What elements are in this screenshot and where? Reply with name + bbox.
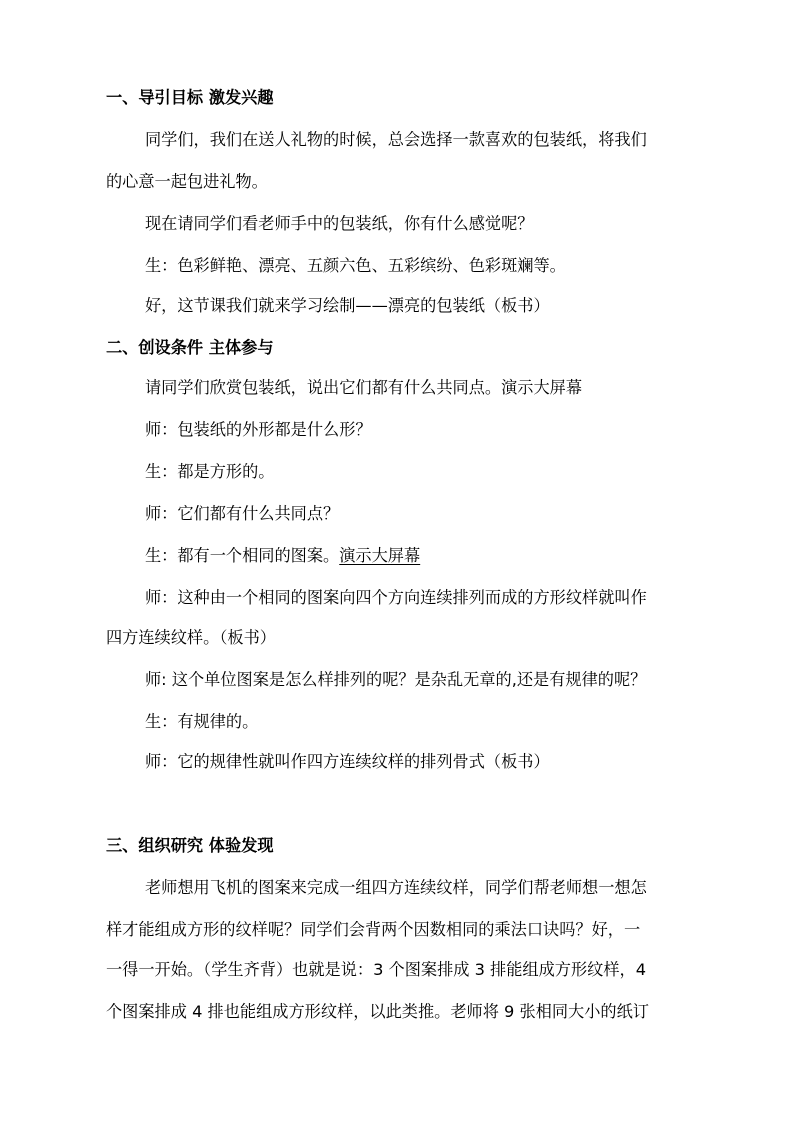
- demo-screen-link[interactable]: 演示大屏幕: [339, 546, 421, 565]
- section-2-paragraph-9: 师：它的规律性就叫作四方连续纹样的排列骨式（板书）: [145, 752, 550, 771]
- section-2-paragraph-1-text: 请同学们欣赏包装纸，说出它们都有什么共同点。: [145, 378, 502, 397]
- section-3-line-1: 老师想用飞机的图案来完成一组四方连续纹样，同学们帮老师想一想怎: [145, 878, 647, 897]
- section-2-paragraph-8: 生：有规律的。: [145, 712, 259, 731]
- section-3-line-4: 个图案排成 4 排也能组成方形纹样，以此类推。老师将 9 张相同大小的纸订: [106, 1002, 649, 1021]
- section-1-paragraph-4: 好，这节课我们就来学习绘制——漂亮的包装纸（板书）: [145, 296, 550, 315]
- section-2-paragraph-2: 师：包装纸的外形都是什么形？: [145, 420, 372, 439]
- section-1-heading: 一、导引目标 激发兴趣: [106, 88, 274, 107]
- section-3-line-3: 一得一开始。（学生齐背）也就是说：3 个图案排成 3 排能组成方形纹样，4: [106, 960, 647, 979]
- section-2-paragraph-5-text: 生：都有一个相同的图案。: [145, 546, 340, 565]
- section-3-heading: 三、组织研究 体验发现: [106, 836, 274, 855]
- section-2-paragraph-6-line-1: 师：这种由一个相同的图案向四个方向连续排列而成的方形纹样就叫作: [145, 588, 647, 607]
- section-2-heading: 二、创设条件 主体参与: [106, 338, 274, 357]
- section-2-paragraph-4: 师：它们都有什么共同点？: [145, 504, 340, 523]
- demo-screen-note-1: 演示大屏幕: [501, 378, 583, 397]
- section-1-paragraph-1-line-2: 的心意一起包进礼物。: [106, 172, 268, 191]
- section-1-paragraph-3: 生：色彩鲜艳、漂亮、五颜六色、五彩缤纷、色彩斑斓等。: [145, 256, 566, 275]
- section-1-paragraph-1-line-1: 同学们，我们在送人礼物的时候，总会选择一款喜欢的包装纸，将我们: [145, 130, 647, 149]
- section-2-paragraph-5: [145, 544, 420, 568]
- section-2-paragraph-6-line-2: 四方连续纹样。（板书）: [106, 628, 276, 647]
- section-2-paragraph-7: 师: 这个单位图案是怎么样排列的呢？是杂乱无章的,还是有规律的呢？: [145, 670, 647, 689]
- section-3-line-2: 样才能组成方形的纹样呢？同学们会背两个因数相同的乘法口诀吗？好，一: [106, 920, 641, 939]
- section-1-paragraph-2: 现在请同学们看老师手中的包装纸，你有什么感觉呢？: [145, 214, 534, 233]
- section-2-paragraph-3: 生：都是方形的。: [145, 462, 275, 481]
- section-2-paragraph-1: [145, 376, 582, 400]
